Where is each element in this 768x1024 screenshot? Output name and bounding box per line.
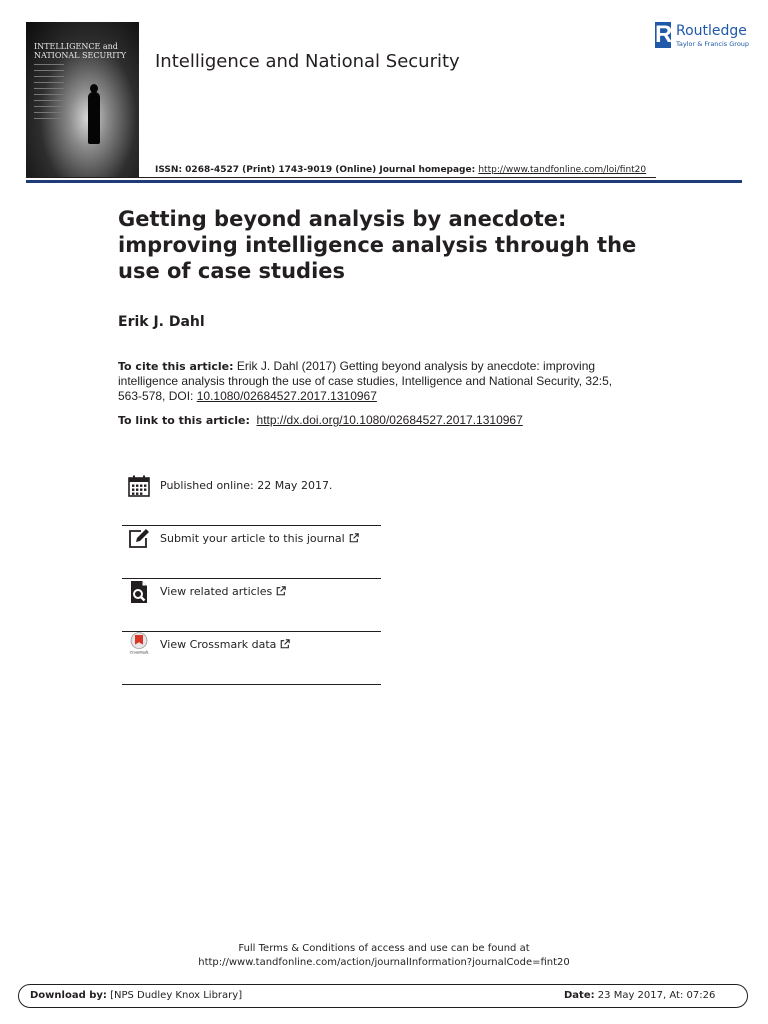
crossmark-icon xyxy=(127,631,151,655)
external-link-icon xyxy=(280,639,290,649)
row-divider xyxy=(122,578,381,579)
issn-line xyxy=(155,165,646,175)
date-value: 23 May 2017, At: 07:26 xyxy=(594,990,716,1001)
crossmark-text[interactable]: View Crossmark data xyxy=(160,638,277,651)
issn-text: ISSN: 0268-4527 (Print) 1743-9019 (Online) Journal homepage: xyxy=(155,165,479,175)
related-articles-label[interactable] xyxy=(160,585,286,598)
row-divider xyxy=(122,684,381,685)
related-articles-row[interactable] xyxy=(122,580,381,632)
cover-figure xyxy=(88,92,100,144)
doi-link[interactable]: 10.1080/02684527.2017.1310967 xyxy=(196,389,377,403)
publisher-name: Routledge xyxy=(676,23,747,39)
article-title: Getting beyond analysis by anecdote: improving intelligence analysis through the use of case studies xyxy=(118,207,637,283)
external-link-icon xyxy=(349,533,359,543)
header-rule-thin xyxy=(26,177,656,178)
edit-icon xyxy=(127,527,151,551)
cover-title-line-2: NATIONAL SECURITY xyxy=(34,51,127,60)
cover-title xyxy=(34,42,126,60)
cite-label: To cite this article: xyxy=(118,360,234,373)
download-date xyxy=(564,990,715,1001)
published-online-label: Published online: 22 May 2017. xyxy=(160,479,333,492)
cover-text-lines xyxy=(34,64,64,124)
submit-article-label[interactable] xyxy=(160,532,359,545)
search-document-icon xyxy=(127,580,151,604)
row-divider xyxy=(122,631,381,632)
journal-title: Intelligence and National Security xyxy=(155,51,460,72)
cite-text: Erik J. Dahl (2017) Getting beyond analysis by anecdote: improving intelligence analysis through the use of case studies, Intelligence and National Security, 32:5, 563-578, DOI: xyxy=(118,359,613,403)
article-author: Erik J. Dahl xyxy=(118,314,205,330)
download-value: [NPS Dudley Knox Library] xyxy=(106,990,243,1001)
article-link[interactable]: http://dx.doi.org/10.1080/02684527.2017.1310967 xyxy=(256,413,523,427)
submit-article-row[interactable] xyxy=(122,527,381,579)
journal-cover-image xyxy=(26,22,139,177)
date-label: Date: xyxy=(564,990,595,1001)
terms-line-1: Full Terms & Conditions of access and use can be found at xyxy=(238,943,530,954)
submit-article-text[interactable]: Submit your article to this journal xyxy=(160,532,345,545)
download-label: Download by: xyxy=(30,990,107,1001)
published-online-row xyxy=(122,474,381,526)
row-divider xyxy=(122,525,381,526)
citation-block xyxy=(118,359,638,404)
related-articles-text[interactable]: View related articles xyxy=(160,585,273,598)
crossmark-row[interactable] xyxy=(122,633,381,685)
publisher-tagline: Taylor & Francis Group xyxy=(676,40,750,48)
download-by xyxy=(30,990,242,1001)
cover-title-line-1: INTELLIGENCE and xyxy=(34,42,118,51)
routledge-r-icon: R xyxy=(655,21,673,48)
header-rule xyxy=(26,180,742,183)
link-line xyxy=(118,413,523,427)
calendar-icon xyxy=(127,474,151,498)
journal-homepage-link[interactable]: http://www.tandfonline.com/loi/fint20 xyxy=(478,165,647,175)
crossmark-caption: CrossMark xyxy=(129,650,149,655)
crossmark-label[interactable] xyxy=(160,638,290,651)
terms-url[interactable]: http://www.tandfonline.com/action/journalInformation?journalCode=fint20 xyxy=(198,957,570,968)
terms-block xyxy=(0,942,768,970)
external-link-icon xyxy=(276,586,286,596)
link-label: To link to this article: xyxy=(118,414,250,427)
